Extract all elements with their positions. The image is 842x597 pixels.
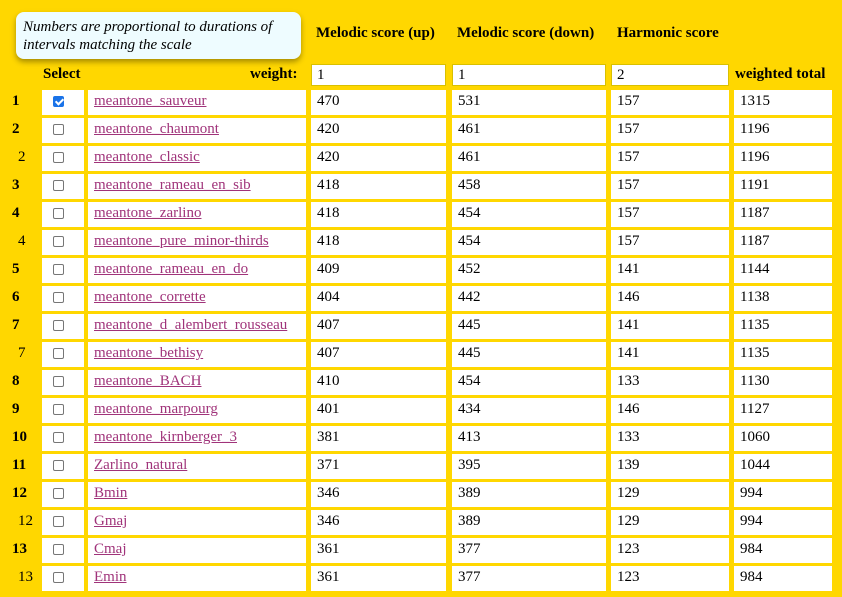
select-checkbox[interactable] [53,292,64,303]
weighted-total-value: 1196 [734,118,832,143]
table-row [0,509,842,537]
weight-label: weight: [250,66,298,82]
scale-link[interactable]: meantone_pure_minor-thirds [94,233,269,249]
melodic-up-value: 420 [311,146,446,171]
harmonic-value: 157 [611,90,729,115]
weighted-total-value: 1138 [734,286,832,311]
select-checkbox[interactable] [53,572,64,583]
harmonic-value: 123 [611,538,729,563]
melodic-up-value: 410 [311,370,446,395]
scale-name-cell [88,230,306,255]
select-checkbox[interactable] [53,432,64,443]
harmonic-value: 133 [611,370,729,395]
select-checkbox[interactable] [53,404,64,415]
melodic-up-value: 470 [311,90,446,115]
harmonic-value: 133 [611,426,729,451]
scale-name-cell [88,510,306,535]
scale-name-cell [88,118,306,143]
scale-name-cell [88,146,306,171]
table-row [0,481,842,509]
melodic-up-value: 418 [311,202,446,227]
melodic-up-value: 418 [311,174,446,199]
select-checkbox[interactable] [53,516,64,527]
harmonic-value: 157 [611,174,729,199]
weighted-total-value: 994 [734,510,832,535]
table-row [0,537,842,565]
harmonic-value: 141 [611,342,729,367]
melodic-down-value: 454 [452,202,606,227]
weighted-total-value: 1187 [734,230,832,255]
melodic-down-value: 377 [452,566,606,591]
select-cell [42,482,84,507]
melodic-down-value: 461 [452,118,606,143]
scale-name-cell [88,314,306,339]
weighted-total-value: 1060 [734,426,832,451]
scale-link[interactable]: meantone_sauveur [94,93,207,109]
select-cell [42,342,84,367]
rank-label: 12 [12,485,27,501]
rank-label: 2 [18,149,26,165]
select-checkbox[interactable] [53,460,64,471]
scale-link[interactable]: meantone_d_alembert_rousseau [94,317,288,333]
select-cell [42,286,84,311]
weighted-total-value: 1187 [734,202,832,227]
scale-name-cell [88,370,306,395]
table-row [0,201,842,229]
melodic-up-value: 407 [311,314,446,339]
select-checkbox[interactable] [53,180,64,191]
scale-name-cell [88,90,306,115]
table-row [0,117,842,145]
scale-link[interactable]: Gmaj [94,513,128,529]
weighted-total-value: 984 [734,538,832,563]
scale-name-cell [88,566,306,591]
melodic-down-value: 389 [452,482,606,507]
weighted-total-value: 1127 [734,398,832,423]
select-cell [42,454,84,479]
harmonic-value: 157 [611,118,729,143]
table-row [0,369,842,397]
rank-label: 9 [12,401,20,417]
scale-link[interactable]: Cmaj [94,541,127,557]
scale-name-cell [88,426,306,451]
select-cell [42,146,84,171]
scale-link[interactable]: meantone_zarlino [94,205,202,221]
harmonic-value: 157 [611,146,729,171]
rank-label: 11 [12,457,27,473]
weighted-total-value: 1196 [734,146,832,171]
rank-label: 4 [18,233,26,249]
harmonic-value: 139 [611,454,729,479]
scale-link[interactable]: meantone_classic [94,149,200,165]
scale-name-cell [88,454,306,479]
scale-link[interactable]: meantone_bethisy [94,345,204,361]
select-checkbox[interactable] [53,544,64,555]
harmonic-header: Harmonic score [617,25,719,41]
select-checkbox[interactable] [53,348,64,359]
melodic-up-value: 418 [311,230,446,255]
select-checkbox[interactable] [53,376,64,387]
rank-label: 4 [12,205,20,221]
scale-name-cell [88,286,306,311]
rank-label: 3 [12,177,20,193]
melodic-up-value: 371 [311,454,446,479]
rank-label: 13 [18,569,33,585]
scale-name-cell [88,398,306,423]
select-cell [42,258,84,283]
melodic-down-value: 531 [452,90,606,115]
table-row [0,453,842,481]
select-header: Select [43,66,81,82]
scale-link[interactable]: meantone_chaumont [94,121,219,137]
melodic-up-value: 361 [311,538,446,563]
melodic-down-value: 434 [452,398,606,423]
table-row [0,313,842,341]
select-cell [42,174,84,199]
weighted-total-value: 1135 [734,314,832,339]
select-checkbox[interactable] [53,236,64,247]
rank-label: 6 [12,289,20,305]
table-row [0,89,842,117]
melodic-down-value: 442 [452,286,606,311]
select-cell [42,370,84,395]
select-cell [42,118,84,143]
table-row [0,145,842,173]
select-checkbox[interactable] [53,208,64,219]
melodic-up-value: 381 [311,426,446,451]
table-row [0,397,842,425]
harmonic-value: 146 [611,286,729,311]
melodic-up-value: 401 [311,398,446,423]
melodic-down-value: 395 [452,454,606,479]
select-checkbox[interactable] [53,320,64,331]
scale-name-cell [88,174,306,199]
melodic-down-value: 454 [452,370,606,395]
select-checkbox[interactable] [53,124,64,135]
scale-link[interactable]: meantone_BACH [94,373,202,389]
scale-name-cell [88,258,306,283]
scale-link[interactable]: meantone_rameau_en_do [94,261,249,277]
select-cell [42,314,84,339]
select-cell [42,90,84,115]
info-note: Numbers are proportional to durations of intervals matching the scale [16,12,301,59]
harmonic-value: 146 [611,398,729,423]
weighted-total-value: 1191 [734,174,832,199]
rank-label: 1 [12,93,20,109]
select-checkbox[interactable] [53,96,64,107]
melodic-down-value: 461 [452,146,606,171]
table-row [0,173,842,201]
table-row [0,229,842,257]
harmonic-value: 123 [611,566,729,591]
table-row [0,285,842,313]
scale-name-cell [88,538,306,563]
melodic-up-value: 346 [311,510,446,535]
melodic-up-value: 407 [311,342,446,367]
scale-link[interactable]: Bmin [94,485,128,501]
table-row [0,341,842,369]
melodic-down-value: 452 [452,258,606,283]
rank-label: 8 [12,373,20,389]
scale-link[interactable]: Zarlino_natural [94,457,188,473]
weight-harmonic-input[interactable]: 2 [611,64,729,86]
weighted-total-value: 1130 [734,370,832,395]
scale-link[interactable]: Emin [94,569,127,585]
melodic-down-value: 445 [452,314,606,339]
melodic-down-value: 389 [452,510,606,535]
harmonic-value: 129 [611,510,729,535]
weighted-total-value: 994 [734,482,832,507]
melodic-up-header: Melodic score (up) [316,25,435,41]
scale-link[interactable]: meantone_kirnberger_3 [94,429,238,445]
select-checkbox[interactable] [53,488,64,499]
melodic-down-value: 458 [452,174,606,199]
harmonic-value: 141 [611,314,729,339]
rank-label: 2 [12,121,20,137]
harmonic-value: 157 [611,202,729,227]
weighted-total-value: 1135 [734,342,832,367]
rank-label: 13 [12,541,27,557]
select-cell [42,510,84,535]
rank-label: 7 [18,345,26,361]
weight-up-input[interactable]: 1 [311,64,446,86]
weighted-total-value: 1315 [734,90,832,115]
weighted-total-value: 984 [734,566,832,591]
melodic-down-header: Melodic score (down) [457,25,595,41]
weighted-total-value: 1144 [734,258,832,283]
harmonic-value: 129 [611,482,729,507]
scale-link[interactable]: meantone_corrette [94,289,206,305]
harmonic-value: 157 [611,230,729,255]
scale-name-cell [88,202,306,227]
scale-name-cell [88,482,306,507]
scale-link[interactable]: meantone_rameau_en_sib [94,177,251,193]
melodic-down-value: 377 [452,538,606,563]
harmonic-value: 141 [611,258,729,283]
select-cell [42,538,84,563]
weighted-total-value: 1044 [734,454,832,479]
scale-link[interactable]: meantone_marpourg [94,401,218,417]
select-cell [42,426,84,451]
select-cell [42,398,84,423]
rank-label: 5 [12,261,20,277]
table-row [0,425,842,453]
select-checkbox[interactable] [53,152,64,163]
select-cell [42,230,84,255]
melodic-up-value: 346 [311,482,446,507]
select-cell [42,566,84,591]
melodic-down-value: 454 [452,230,606,255]
melodic-up-value: 409 [311,258,446,283]
weighted-total-header: weighted total [735,66,826,82]
rank-label: 7 [12,317,20,333]
select-cell [42,202,84,227]
scale-name-cell [88,342,306,367]
melodic-down-value: 413 [452,426,606,451]
melodic-down-value: 445 [452,342,606,367]
table-row [0,257,842,285]
select-checkbox[interactable] [53,264,64,275]
rank-label: 10 [12,429,27,445]
melodic-up-value: 404 [311,286,446,311]
table-row [0,565,842,593]
weight-down-input[interactable]: 1 [452,64,606,86]
melodic-up-value: 361 [311,566,446,591]
melodic-up-value: 420 [311,118,446,143]
rank-label: 12 [18,513,33,529]
